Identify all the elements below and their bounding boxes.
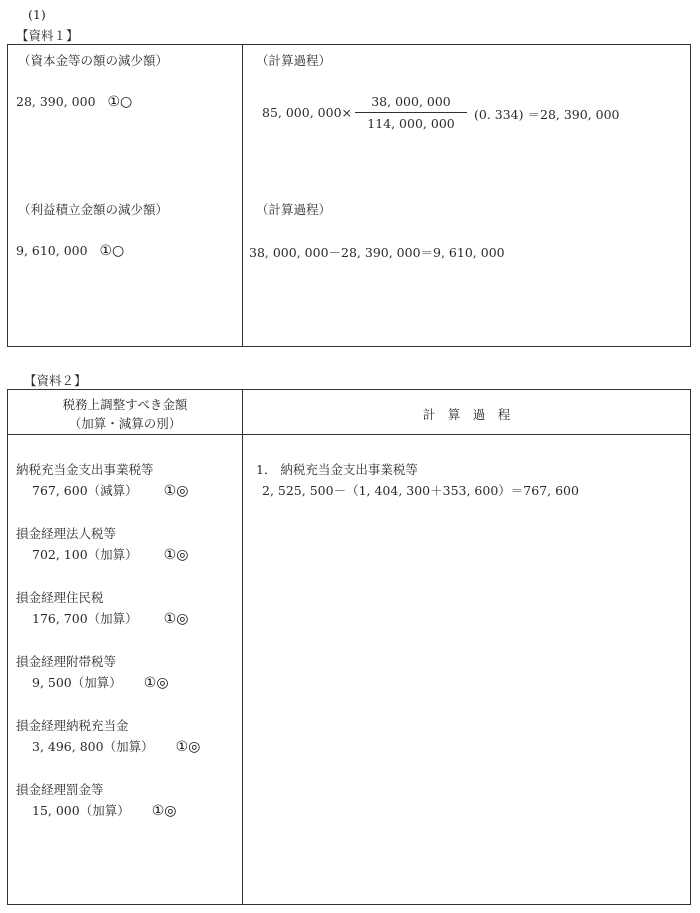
capital-reduction-value: 28, 390, 000 ①○: [16, 94, 133, 110]
score-mark: ①◎: [163, 547, 189, 563]
retained-reduction-label: （利益積立金額の減少額）: [18, 202, 169, 217]
item-name: 損金経理法人税等: [16, 526, 117, 541]
capital-calc-suffix: (0. 334) ＝28, 390, 000: [474, 107, 620, 122]
item-amount: 15, 000（加算） ①◎: [32, 803, 177, 819]
item-name: 損金経理附帯税等: [16, 654, 117, 669]
item-amount: 767, 600（減算） ①◎: [32, 483, 189, 499]
capital-calc-numerator: 38, 000, 000: [371, 94, 451, 109]
item-name: 損金経理罰金等: [16, 782, 104, 797]
score-mark: ①◎: [163, 483, 189, 499]
material2-header-rule: [7, 434, 691, 435]
score-mark: ①◎: [151, 803, 177, 819]
item-amount: 9, 500（加算） ①◎: [32, 675, 169, 691]
item-name: 損金経理納税充当金: [16, 718, 129, 733]
capital-calc-prefix: 85, 000, 000×: [262, 105, 352, 120]
adjust-amount-header: 税務上調整すべき金額: [62, 397, 188, 412]
score-mark: ①○: [107, 94, 133, 110]
score-mark: ①◎: [175, 739, 201, 755]
material1-table: [7, 44, 691, 347]
item-amount: 3, 496, 800（加算） ①◎: [32, 739, 201, 755]
item-name: 納税充当金支出事業税等: [16, 462, 154, 477]
calc-line: 2, 525, 500－（1, 404, 300＋353, 600）＝767, 600: [262, 483, 579, 498]
capital-calc-denominator: 114, 000, 000: [367, 116, 455, 131]
material2-divider: [242, 389, 243, 905]
calc-title: 1． 納税充当金支出事業税等: [256, 462, 418, 477]
calc-process-header: 計 算 過 程: [422, 407, 511, 422]
add-subtract-header: （加算・減算の別）: [68, 416, 182, 431]
material1-divider: [242, 44, 243, 347]
capital-calc-label: （計算過程）: [256, 53, 332, 68]
score-mark: ①◎: [163, 611, 189, 627]
score-mark: ①○: [99, 243, 125, 259]
retained-reduction-value: 9, 610, 000 ①○: [16, 243, 125, 259]
material2-heading: 【資料２】: [24, 373, 87, 388]
score-mark: ①◎: [143, 675, 169, 691]
item-name: 損金経理住民税: [16, 590, 104, 605]
retained-calc: 38, 000, 000－28, 390, 000＝9, 610, 000: [249, 245, 505, 260]
item-amount: 176, 700（加算） ①◎: [32, 611, 189, 627]
fraction-bar: [355, 112, 467, 113]
retained-calc-label: （計算過程）: [256, 202, 332, 217]
section-number: (1): [28, 7, 46, 22]
material1-heading: 【資料１】: [16, 28, 79, 43]
item-amount: 702, 100（加算） ①◎: [32, 547, 189, 563]
capital-reduction-label: （資本金等の額の減少額）: [18, 53, 169, 68]
